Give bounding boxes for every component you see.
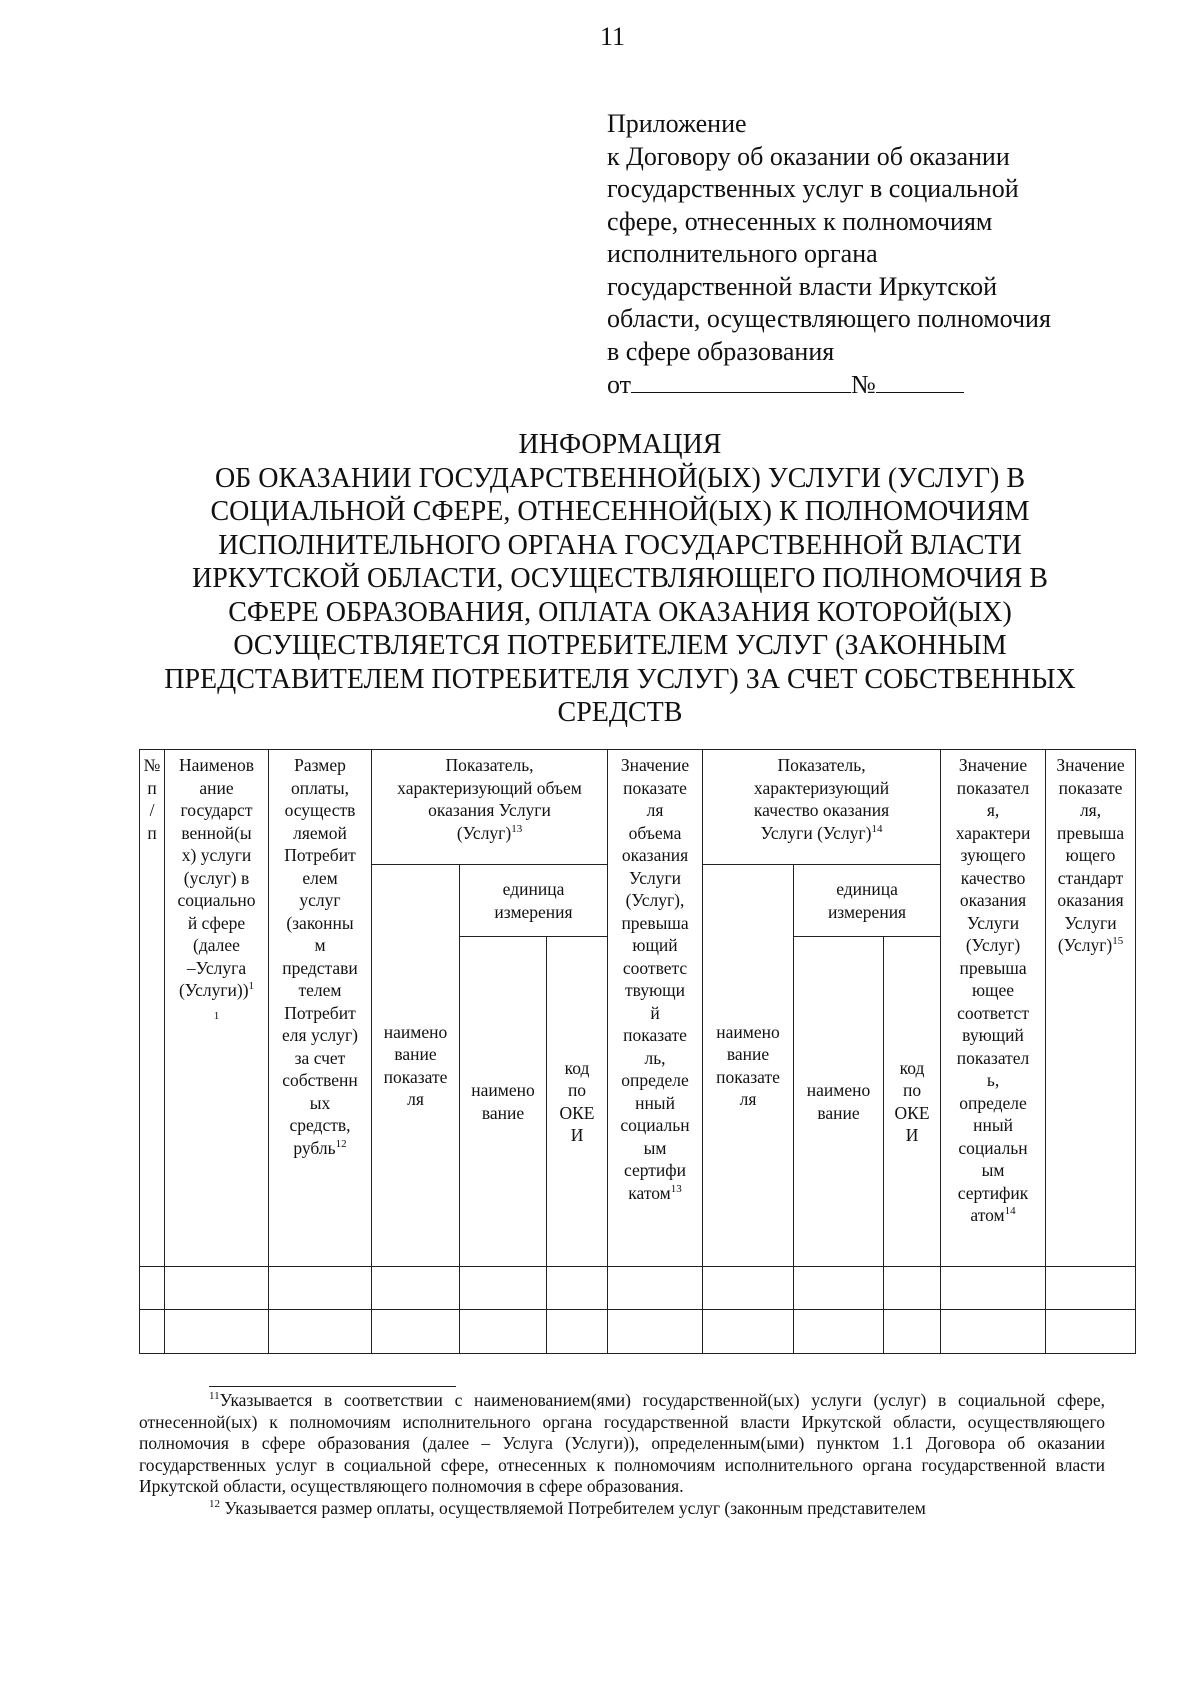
footnote-separator xyxy=(209,1386,456,1387)
header-cell-quality-indicator-name: наимено вание показате ля xyxy=(703,865,794,1267)
header-cell-number: № п / п xyxy=(140,750,165,1267)
header-cell-payment: Размер оплаты, осуществ ляемой Потребит елем услуг (законны м представи телем Потребит еля услуг) за счет собственн ых средств, рубль$^{12}$ xyxy=(269,750,372,1267)
header-cell-volume-group: Показатель, характеризующий объем оказания Услуги (Услуг)$^{13}$ xyxy=(372,750,608,865)
header-cell-volume-okei: код по ОКЕ И xyxy=(547,937,608,1267)
title-line: ОБ ОКАЗАНИИ ГОСУДАРСТВЕННОЙ(ЫХ) УСЛУГИ (УСЛУГ) В xyxy=(214,462,1026,494)
title-line: ИСПОЛНИТЕЛЬНОГО ОРГАНА ГОСУДАРСТВЕННОЙ ВЛАСТИ xyxy=(218,529,1022,561)
appendix-block xyxy=(607,108,1127,402)
header-cell-quality-value: Значение показател я, характери зующего качество оказания Услуги (Услуг) превыша ющее соответст вующий показател ь, определе нный социальн ым сертифик атом$^{14}$ xyxy=(941,750,1046,1267)
appendix-line: в сфере образования xyxy=(607,336,835,366)
title-line: ИНФОРМАЦИЯ xyxy=(518,429,722,460)
number-sign: № xyxy=(851,370,876,399)
header-cell-service-name: Наименов ание государст венной(ы х) услуги (услуг) в социально й сфере (далее –Услуга (Услуги))$^1$ 1 xyxy=(165,750,269,1267)
appendix-line: государственных услуг в социальной xyxy=(607,174,1019,203)
header-cell-volume-unit-name: наимено вание xyxy=(460,937,547,1267)
header-cell-quality-group: Показатель, характеризующий качество оказания Услуги (Услуг)$^{14}$ xyxy=(703,750,941,865)
header-cell-volume-unit: единица измерения xyxy=(460,865,608,937)
appendix-line: исполнительного органа xyxy=(607,239,878,268)
document-title xyxy=(140,428,1100,730)
title-line: СОЦИАЛЬНОЙ СФЕРЕ, ОТНЕСЕННОЙ(ЫХ) К ПОЛНОМОЧИЯМ xyxy=(210,496,1030,527)
title-line: ПРЕДСТАВИТЕЛЕМ ПОТРЕБИТЕЛЯ УСЛУГ) ЗА СЧЕТ СОБСТВЕННЫХ xyxy=(164,663,1076,695)
appendix-line: сфере, отнесенных к полномочиям xyxy=(607,206,993,236)
title-line: СФЕРЕ ОБРАЗОВАНИЯ, ОПЛАТА ОКАЗАНИЯ КОТОРОЙ(ЫХ) xyxy=(228,596,1012,628)
service-info-table xyxy=(139,749,1136,1354)
footnote-12: $^{12}$ Указывается размер оплаты, осуществляемой Потребителем услуг (законным представителем xyxy=(209,1497,926,1518)
appendix-line: к Договору об оказании об оказании xyxy=(607,141,1010,171)
appendix-line: области, осуществляющего полномочия xyxy=(607,304,1051,333)
footnote-11: $^{11}$Указывается в соответствии с наименованием(ями) государственной(ых) услуги (услуг) в социальной сфере, отнесенной(ых) к полномочиям исполнительного органа государственной власти Иркутской области, осуществляющего полномочия в сфере образования (далее – Услуга (Услуги)), определенным(ыми) пунктом 1.1 Договора об оказании государственных услуг в социальной сфере, отнесенных к полномочиям исполнительного органа государственной власти Иркутской области, осуществляющего полномочия в сфере образования. xyxy=(139,1390,1105,1496)
number-blank xyxy=(876,368,964,393)
title-line: ОСУЩЕСТВЛЯЕТСЯ ПОТРЕБИТЕЛЕМ УСЛУГ (ЗАКОННЫМ xyxy=(233,630,1007,661)
table-row xyxy=(140,1310,1136,1354)
footnotes xyxy=(139,1390,1105,1519)
table-row xyxy=(140,1267,1136,1310)
header-cell-quality-okei: код по ОКЕ И xyxy=(884,937,941,1267)
appendix-line: государственной власти Иркутской xyxy=(607,271,998,301)
date-prefix: от xyxy=(607,370,632,399)
header-cell-quality-unit-name: наимено вание xyxy=(794,937,884,1267)
date-blank xyxy=(631,368,851,393)
title-line: СРЕДСТВ xyxy=(557,697,683,728)
header-cell-standard-value: Значение показате ля, превыша ющего стандарт оказания Услуги (Услуг)$^{15}$ xyxy=(1046,750,1136,1267)
page-number: 11 xyxy=(600,22,626,51)
header-cell-volume-indicator-name: наимено вание показате ля xyxy=(372,865,460,1267)
header-cell-quality-unit: единица измерения xyxy=(794,865,941,937)
header-cell-volume-value: Значение показате ля объема оказания Услуги (Услуг), превыша ющий соответс твующи й показате ль, определе нный социальн ым сертифи катом$^{13}$ xyxy=(608,750,703,1267)
title-line: ИРКУТСКОЙ ОБЛАСТИ, ОСУЩЕСТВЛЯЮЩЕГО ПОЛНОМОЧИЯ В xyxy=(192,563,1048,594)
appendix-line: Приложение xyxy=(607,109,747,138)
date-number-line xyxy=(607,368,1127,402)
